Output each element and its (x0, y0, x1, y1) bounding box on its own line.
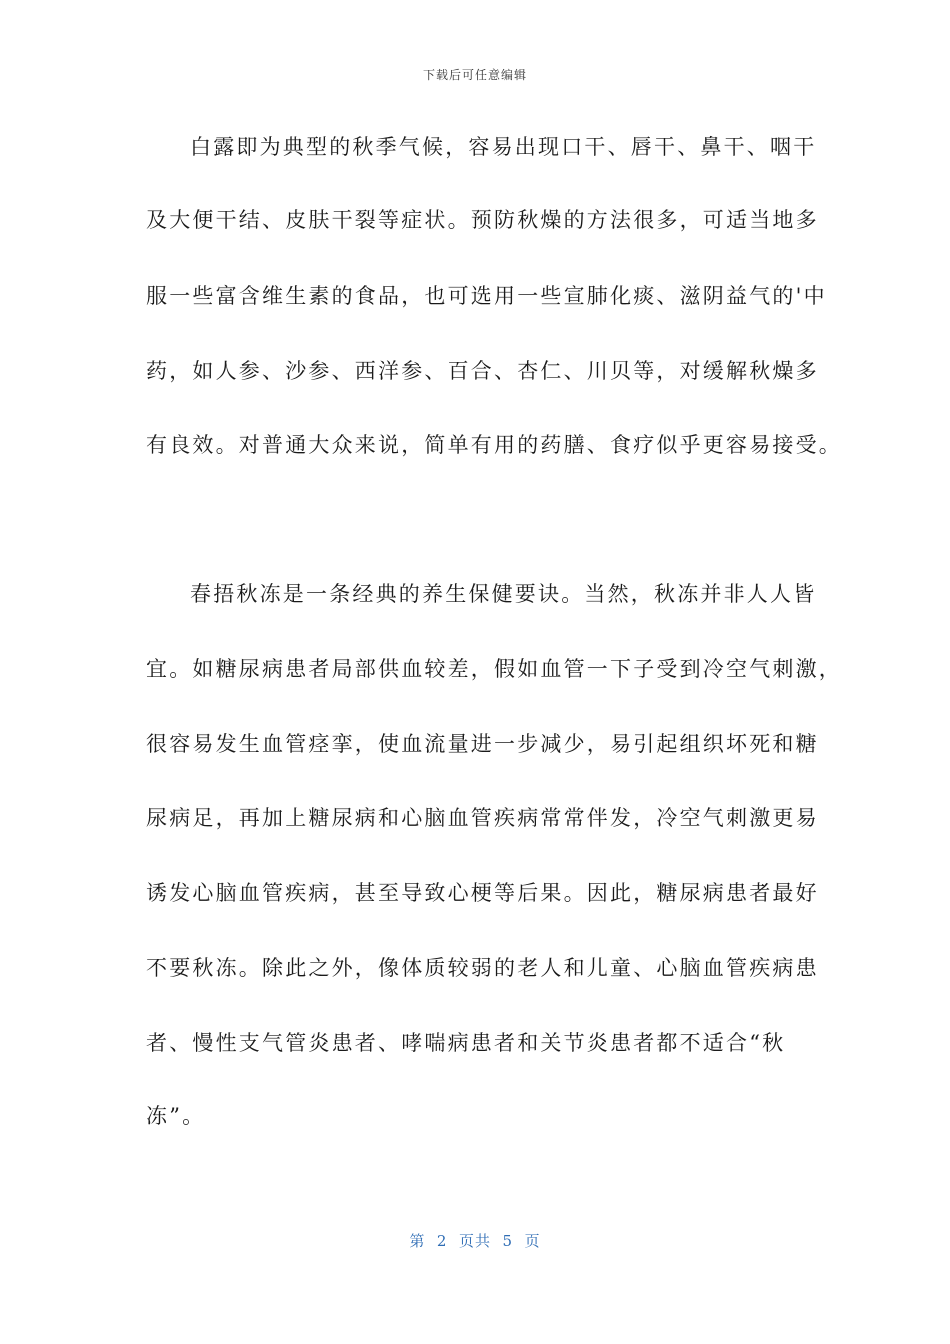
paragraph-line: 及大便干结、皮肤干裂等症状。预防秋燥的方法很多，可适当地多 (146, 208, 819, 232)
paragraph-line: 药，如人参、沙参、西洋参、百合、杏仁、川贝等，对缓解秋燥多 (146, 359, 819, 383)
paragraph-line: 不要秋冻。除此之外，像体质较弱的老人和儿童、心脑血管疾病患 (146, 956, 819, 980)
paragraph-line: 服一些富含维生素的食品，也可选用一些宣肺化痰、滋阴益气的'中 (146, 284, 827, 308)
paragraph-line: 很容易发生血管痉挛，使血流量进一步减少，易引起组织坏死和糖 (146, 732, 819, 756)
page-footer: 第 2 页共 5 页 (409, 1232, 541, 1250)
paragraph-line: 冻”。 (146, 1104, 206, 1128)
paragraph-line: 者、慢性支气管炎患者、哮喘病患者和关节炎患者都不适合“秋 (146, 1031, 786, 1055)
paragraph-line: 尿病足，再加上糖尿病和心脑血管疾病常常伴发，冷空气刺激更易 (146, 806, 819, 830)
paragraph-line: 有良效。对普通大众来说，简单有用的药膳、食疗似乎更容易接受。 (146, 433, 842, 457)
paragraph-line: 宜。如糖尿病患者局部供血较差，假如血管一下子受到冷空气刺激， (146, 657, 842, 681)
paragraph-line: 白露即为典型的秋季气候，容易出现口干、唇干、鼻干、咽干 (190, 135, 817, 159)
paragraph-line: 诱发心脑血管疾病，甚至导致心梗等后果。因此，糖尿病患者最好 (146, 881, 819, 905)
page-header: 下载后可任意编辑 (422, 68, 527, 82)
paragraph-line: 春捂秋冻是一条经典的养生保健要诀。当然，秋冻并非人人皆 (190, 582, 817, 606)
